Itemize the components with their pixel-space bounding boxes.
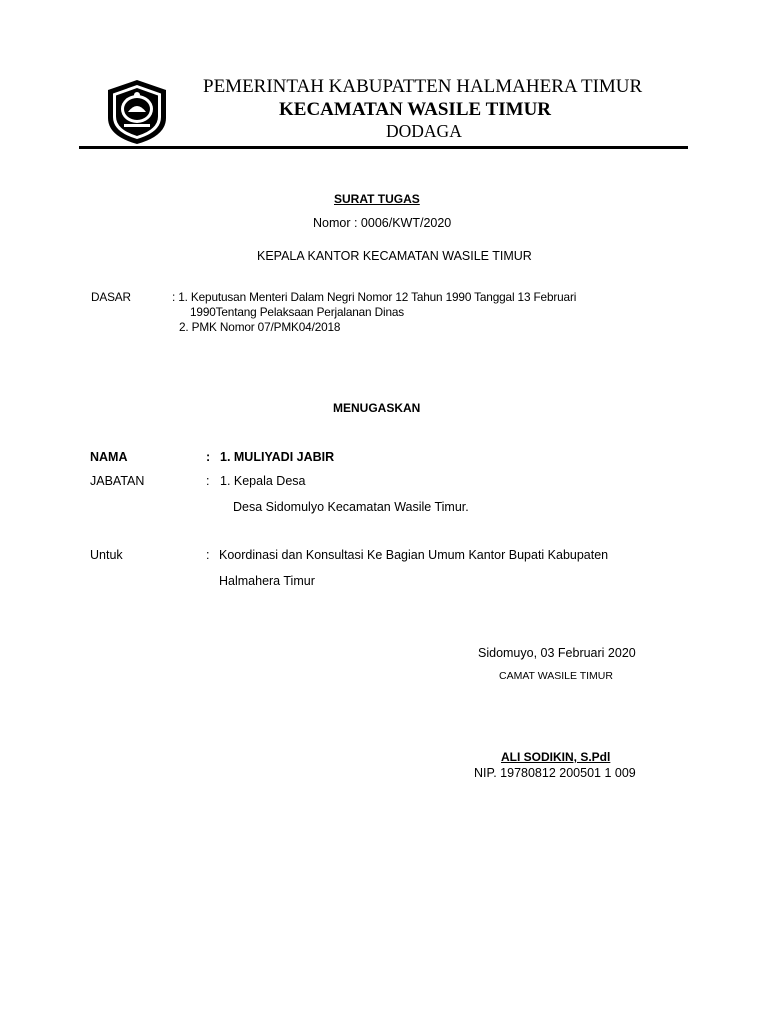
dasar-item-2: 2. PMK Nomor 07/PMK04/2018: [179, 320, 341, 334]
letterhead-town: DODAGA: [386, 121, 462, 141]
jabatan-colon: :: [206, 474, 210, 488]
regency-emblem-icon: [104, 78, 170, 146]
signer-name: ALI SODIKIN, S.Pdl: [501, 750, 611, 764]
dasar-item-1-line-2: 1990Tentang Pelaksaan Perjalanan Dinas: [190, 305, 405, 319]
untuk-value-line-2: Halmahera Timur: [219, 574, 315, 588]
signer-nip: NIP. 19780812 200501 1 009: [474, 766, 636, 780]
letterhead-government: PEMERINTAH KABUPATTEN HALMAHERA TIMUR: [203, 76, 643, 97]
signer-position: CAMAT WASILE TIMUR: [499, 670, 613, 682]
dasar-item-1-line-1: : 1. Keputusan Menteri Dalam Negri Nomor 12 Tahun 1990 Tanggal 13 Februari: [172, 290, 577, 304]
nama-label: NAMA: [90, 450, 128, 464]
nama-value: 1. MULIYADI JABIR: [220, 450, 335, 464]
place-and-date: Sidomuyo, 03 Februari 2020: [478, 646, 636, 660]
jabatan-value-line-1: 1. Kepala Desa: [220, 474, 306, 488]
untuk-label: Untuk: [90, 548, 123, 562]
document-title: SURAT TUGAS: [334, 192, 420, 206]
letterhead-district: KECAMATAN WASILE TIMUR: [279, 99, 552, 120]
dasar-label: DASAR: [91, 290, 131, 304]
section-heading: MENUGASKAN: [333, 401, 421, 415]
document-issuer: KEPALA KANTOR KECAMATAN WASILE TIMUR: [257, 249, 532, 263]
jabatan-label: JABATAN: [90, 474, 145, 488]
document-number: Nomor : 0006/KWT/2020: [313, 216, 452, 230]
nama-colon: :: [206, 450, 211, 464]
letterhead-divider: [79, 146, 688, 149]
untuk-value-line-1: Koordinasi dan Konsultasi Ke Bagian Umum Kantor Bupati Kabupaten: [219, 548, 609, 562]
untuk-colon: :: [206, 548, 210, 562]
jabatan-value-line-2: Desa Sidomulyo Kecamatan Wasile Timur.: [233, 500, 469, 514]
